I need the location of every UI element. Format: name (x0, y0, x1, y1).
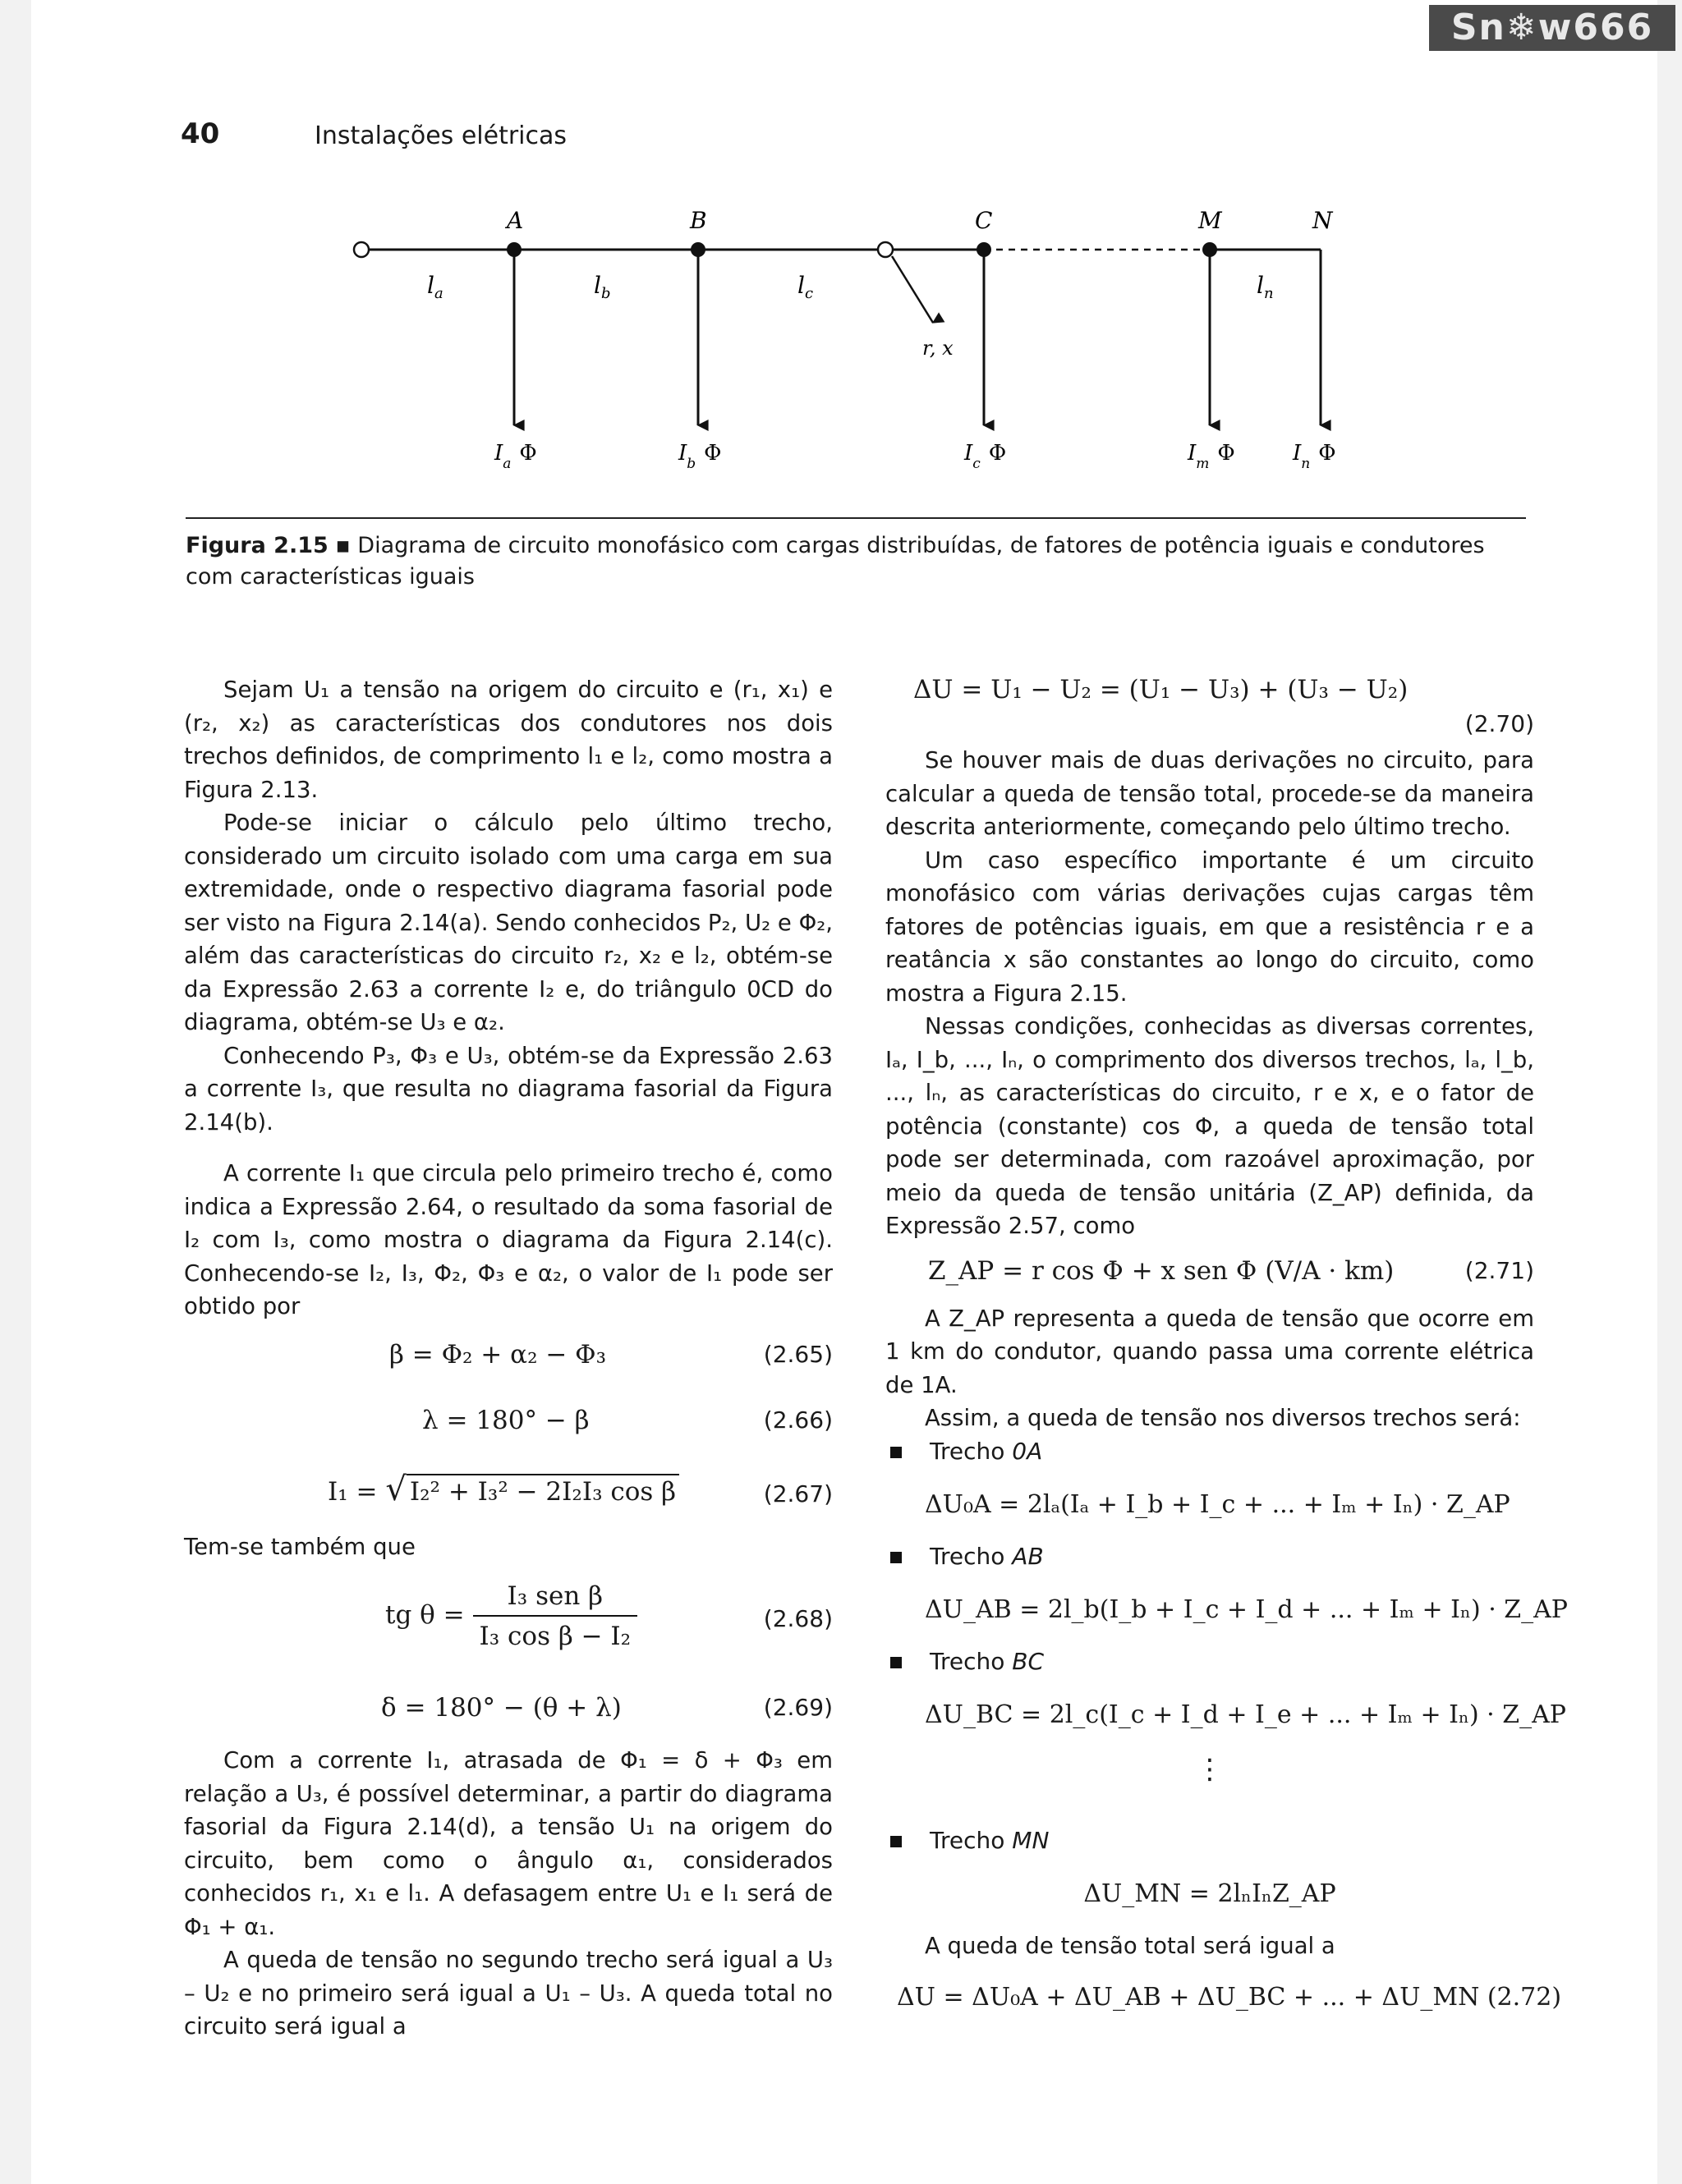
load-label-n: $I_n$ Φ (1293, 441, 1336, 472)
paragraph: Um caso específico importante é um circuito monofásico com várias derivações cujas cargas têm fatores de potências iguais, em que a resistência r e a reatância x são constantes ao longo do circuito, como mostra a Figura 2.15. (885, 847, 1534, 1007)
segment-name: BC (1012, 1648, 1045, 1676)
book-page (31, 0, 1657, 2184)
bullet-square-icon (890, 1657, 902, 1668)
load-branch-b (691, 242, 705, 425)
segment-equation: ΔU_BC = 2l_c(I_c + I_d + I_e + ... + Iₘ + Iₙ) · Z_AP (925, 1700, 1566, 1729)
segment-label-a: $l_a$ (427, 272, 443, 302)
paragraph: Se houver mais de duas derivações no circuito, para calcular a queda de tensão total, procede-se da maneira descrita anteriormente, começando pelo último trecho. (885, 747, 1534, 840)
segment-bullet-0a: Trecho 0A (885, 1435, 1534, 1470)
segment-label-c: $l_c$ (797, 272, 814, 302)
text-column-right (885, 673, 1568, 2033)
equation-2-65 (184, 1324, 833, 1389)
figure-rule (186, 517, 1526, 519)
load-branch-a (507, 242, 522, 425)
segment-name: 0A (1012, 1438, 1043, 1466)
segment-bullet-bc: Trecho BC (885, 1645, 1534, 1680)
paragraph: Tem-se também que (184, 1533, 416, 1560)
equation-radicand: I₂² + I₃² − 2I₂I₃ cos β (407, 1474, 679, 1507)
caption-label: Figura 2.15 (186, 533, 329, 558)
equation-2-71 (885, 1243, 1534, 1302)
paragraph: Com a corrente I₁, atrasada de Φ₁ = δ + Φ₃ em relação a U₃, é possível determinar, a partir do diagrama fasorial da Figura 2.14(d), a tensão U₁ na origem do circuito, bem como o ângulo α₁, considerados conhecidos r₁, x₁ e l₁. A defasagem entre U₁ e I₁ será de Φ₁ + α₁. (184, 1747, 833, 1940)
equation-2-70 (885, 673, 1534, 744)
figure-caption: Figura 2.15 ▪ Diagrama de circuito monofásico com cargas distribuídas, de fatores de potência iguais e condutores com características iguais (186, 533, 1485, 590)
running-header: Instalações elétricas (315, 122, 568, 150)
circuit-diagram (343, 197, 1411, 493)
equation-2-67: I₁ = √ I₂² + I₃² − 2I₂I₃ cos β (2.67) (184, 1455, 833, 1530)
equation-expr: Z_AP = r cos Φ + x sen Φ (V/A · km) (928, 1255, 1395, 1286)
equation-expr: ΔU = U₁ − U₂ = (U₁ − U₃) + (U₃ − U₂) (913, 675, 1409, 704)
impedance-terminal (878, 242, 893, 257)
segment-name: MN (1012, 1827, 1050, 1855)
equation-number: (2.69) (763, 1694, 833, 1721)
segment-label-b: $l_b$ (594, 272, 611, 302)
paragraph: A corrente I₁ que circula pelo primeiro trecho é, como indica a Expressão 2.64, o resultado da soma fasorial de I₂ com I₃, como mostra o diagrama da Figura 2.14(c). Conhecendo-se I₂, I₃, Φ₂, Φ₃ e α₂, o valor de I₁ pode ser obtido por (184, 1160, 833, 1319)
segment-name: AB (1012, 1543, 1044, 1571)
equation-2-69 (184, 1670, 833, 1744)
text-column-left (184, 673, 833, 2044)
equation-lhs: I₁ = (328, 1476, 386, 1507)
load-branch-c (977, 242, 991, 425)
equation-2-66 (184, 1389, 833, 1455)
paragraph: Pode-se iniciar o cálculo pelo último trecho, considerado um circuito isolado com uma carga em sua extremidade, onde o respectivo diagrama fasorial pode ser visto na Figura 2.14(a). Sendo conhecidos P₂, U₂ e Φ₂, além das características do circuito r₂, x₂ e l₂, obtém-se da Expressão 2.63 a corrente I₂ e, do triângulo 0CD do diagrama, obtém-se U₃ e α₂. (184, 810, 833, 1035)
node-label-c: C (975, 207, 993, 234)
equation-number: (2.66) (763, 1406, 833, 1434)
watermark-logo: Sn❄w666 (1429, 5, 1675, 51)
equation-expr: β = Φ₂ + α₂ − Φ₃ (389, 1339, 607, 1370)
equation-2-72: ΔU = ΔU₀A + ΔU_AB + ΔU_BC + ... + ΔU_MN (2.72) (897, 1983, 1562, 2012)
caption-text: Diagrama de circuito monofásico com cargas distribuídas, de fatores de potência iguais e condutores com características iguais (186, 533, 1485, 590)
paragraph: A queda de tensão total será igual a (925, 1932, 1335, 1959)
equation-lhs: tg θ = (385, 1600, 473, 1630)
bullet-square-icon (890, 1447, 902, 1458)
equation-number: (2.65) (763, 1340, 833, 1368)
paragraph: Assim, a queda de tensão nos diversos trechos será: (925, 1405, 1521, 1431)
paragraph: Conhecendo P₃, Φ₃ e U₃, obtém-se da Expressão 2.63 a corrente I₃, que resulta no diagrama fasorial da Figura 2.14(b). (184, 1042, 833, 1136)
paragraph: Sejam U₁ a tensão na origem do circuito e (r₁, x₁) e (r₂, x₂) as características dos condutores nos dois trechos definidos, de comprimento l₁ e l₂, como mostra a Figura 2.13. (184, 677, 833, 803)
node-label-b: B (690, 207, 707, 234)
impedance-label: r, x (922, 337, 954, 360)
bullet-square-icon (890, 1552, 902, 1563)
load-label-m: $I_m$ Φ (1188, 441, 1235, 472)
paragraph: A queda de tensão no segundo trecho será igual a U₃ – U₂ e no primeiro será igual a U₁ – U₃. A queda total no circuito será igual a (184, 1947, 833, 2039)
paragraph: A Z_AP representa a queda de tensão que ocorre em 1 km do condutor, quando passa uma corrente elétrica de 1A. (885, 1305, 1534, 1398)
segment-label-n: $l_n$ (1257, 272, 1274, 302)
segment-bullet-mn: Trecho MN (885, 1824, 1534, 1859)
load-label-c: $I_c$ Φ (964, 441, 1007, 472)
equation-expr: δ = 180° − (θ + λ) (381, 1693, 622, 1723)
equation-number: (2.71) (1464, 1256, 1534, 1284)
equation-expr: λ = 180° − β (422, 1405, 590, 1435)
page-number: 40 (181, 117, 220, 150)
vertical-ellipsis: ⋮ (1196, 1752, 1224, 1786)
segment-bullet-ab: Trecho AB (885, 1540, 1534, 1575)
paragraph: Nessas condições, conhecidas as diversas correntes, Iₐ, I_b, ..., Iₙ, o comprimento dos diversos trechos, lₐ, l_b, ..., lₙ, as características do circuito, r e x, e o fator de potência (constante) cos Φ, a queda de tensão total pode ser determinada, com razoável aproximação, por meio da queda de tensão unitária (Z_AP) definida, da Expressão 2.57, como (885, 1013, 1534, 1239)
source-terminal (354, 242, 369, 257)
fraction-numerator: I₃ sen β (507, 1581, 604, 1611)
impedance-arrow (892, 256, 933, 323)
load-label-a: $I_a$ Φ (494, 441, 537, 472)
equation-number: (2.70) (1464, 710, 1534, 737)
segment-equation: ΔU_MN = 2lₙIₙZ_AP (1083, 1879, 1336, 1908)
equation-number: (2.67) (763, 1480, 833, 1507)
load-branch-m (1202, 242, 1217, 425)
load-label-b: $I_b$ Φ (678, 441, 722, 472)
equation-2-68 (184, 1563, 833, 1670)
equation-number: (2.68) (763, 1605, 833, 1632)
node-label-a: A (507, 207, 524, 234)
segment-equation: ΔU₀A = 2lₐ(Iₐ + I_b + I_c + ... + Iₘ + Iₙ) · Z_AP (925, 1489, 1510, 1519)
fraction-denominator: I₃ cos β − I₂ (473, 1615, 638, 1654)
node-label-m: M (1198, 207, 1222, 234)
node-label-n: N (1312, 207, 1333, 234)
segment-equation: ΔU_AB = 2l_b(I_b + I_c + I_d + ... + Iₘ + Iₙ) · Z_AP (925, 1594, 1568, 1624)
bullet-square-icon (890, 1836, 902, 1847)
